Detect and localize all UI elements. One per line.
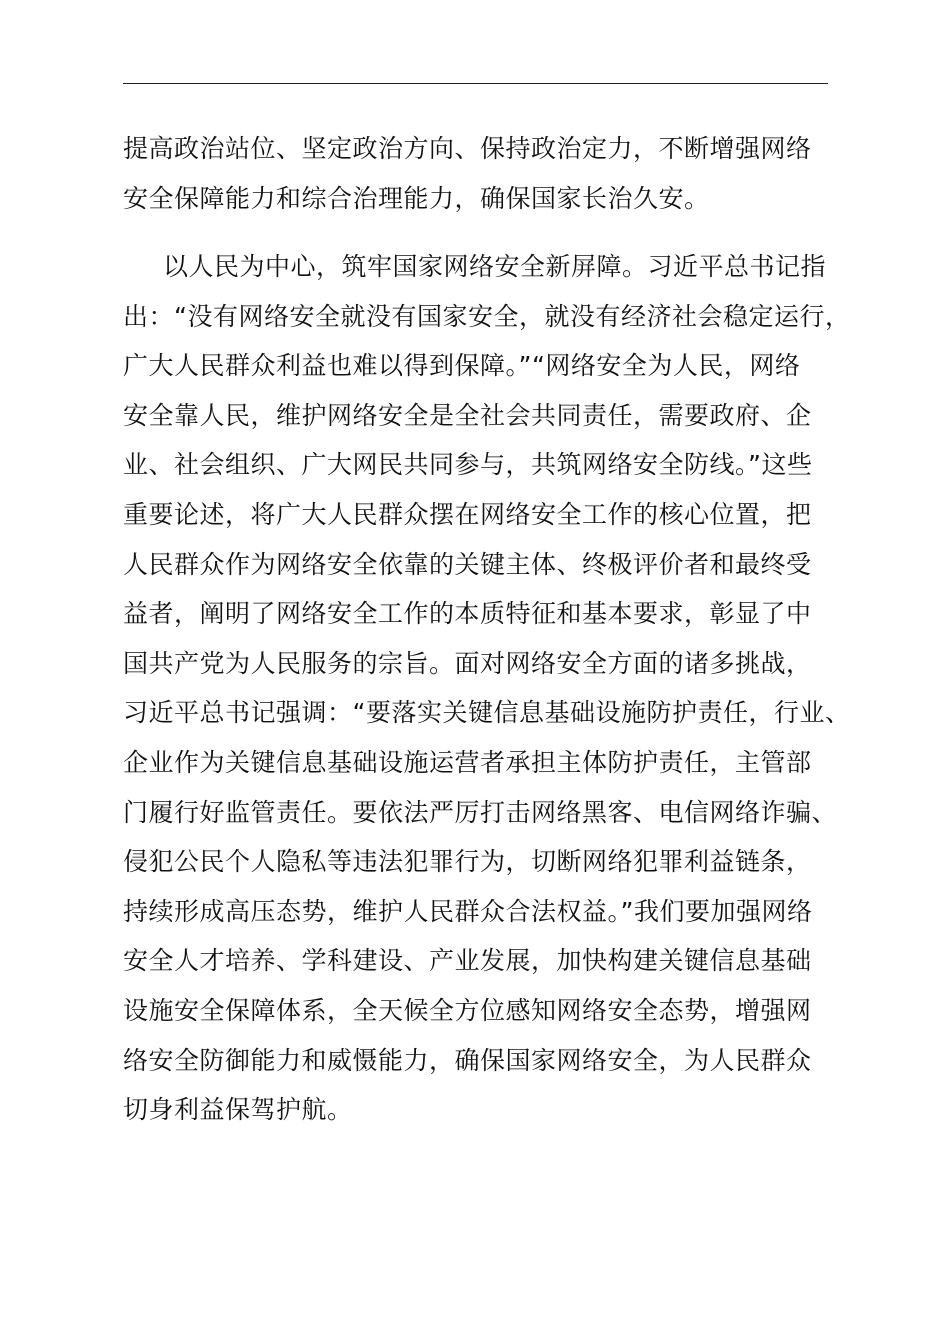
paragraph-continuation <box>123 124 843 223</box>
paragraph-line: 人民群众作为网络安全依靠的关键主体、终极评价者和最终受 <box>123 549 812 579</box>
paragraph-line: 安全保障能力和综合治理能力，确保国家长治久安。 <box>123 183 710 213</box>
header-rule <box>123 83 828 84</box>
paragraph-line: 重要论述，将广大人民群众摆在网络安全工作的核心位置，把 <box>123 499 812 529</box>
paragraph-line: 益者，阐明了网络安全工作的本质特征和基本要求，彰显了中 <box>123 599 812 629</box>
paragraph-line: 设施安全保障体系，全天候全方位感知网络安全态势，增强网 <box>123 995 812 1025</box>
paragraph-line: 业、社会组织、广大网民共同参与，共筑网络安全防线。”这些 <box>123 450 813 480</box>
paragraph-line: 门履行好监管责任。要依法严厉打击网络黑客、电信网络诈骗、 <box>123 797 838 827</box>
paragraph-line: 提高政治站位、坚定政治方向、保持政治定力，不断增强网络 <box>123 134 812 163</box>
paragraph-line: 国共产党为人民服务的宗旨。面对网络安全方面的诸多挑战， <box>123 648 812 678</box>
paragraph-line: 安全人才培养、学科建设、产业发展，加快构建关键信息基础 <box>123 946 812 976</box>
paragraph-line: 安全靠人民，维护网络安全是全社会共同责任，需要政府、企 <box>123 400 812 430</box>
paragraph-main <box>123 242 851 1135</box>
paragraph-line: 广大人民群众利益也难以得到保障。”“网络安全为人民，网络 <box>123 351 801 381</box>
paragraph-line: 习近平总书记强调：“要落实关键信息基础设施防护责任，行业、 <box>123 698 851 728</box>
paragraph-line-first: 以人民为中心，筑牢国家网络安全新屏障。习近平总书记指 <box>163 252 827 281</box>
paragraph-line: 持续形成高压态势，维护人民群众合法权益。”我们要加强网络 <box>123 896 813 926</box>
paragraph-line: 侵犯公民个人隐私等违法犯罪行为，切断网络犯罪利益链条， <box>123 847 812 877</box>
paragraph-line: 出：“没有网络安全就没有国家安全，就没有经济社会稳定运行， <box>123 301 851 331</box>
paragraph-line: 企业作为关键信息基础设施运营者承担主体防护责任，主管部 <box>123 747 812 777</box>
paragraph-line: 切身利益保驾护航。 <box>123 1095 353 1125</box>
paragraph-line: 络安全防御能力和威慑能力，确保国家网络安全，为人民群众 <box>123 1045 812 1075</box>
